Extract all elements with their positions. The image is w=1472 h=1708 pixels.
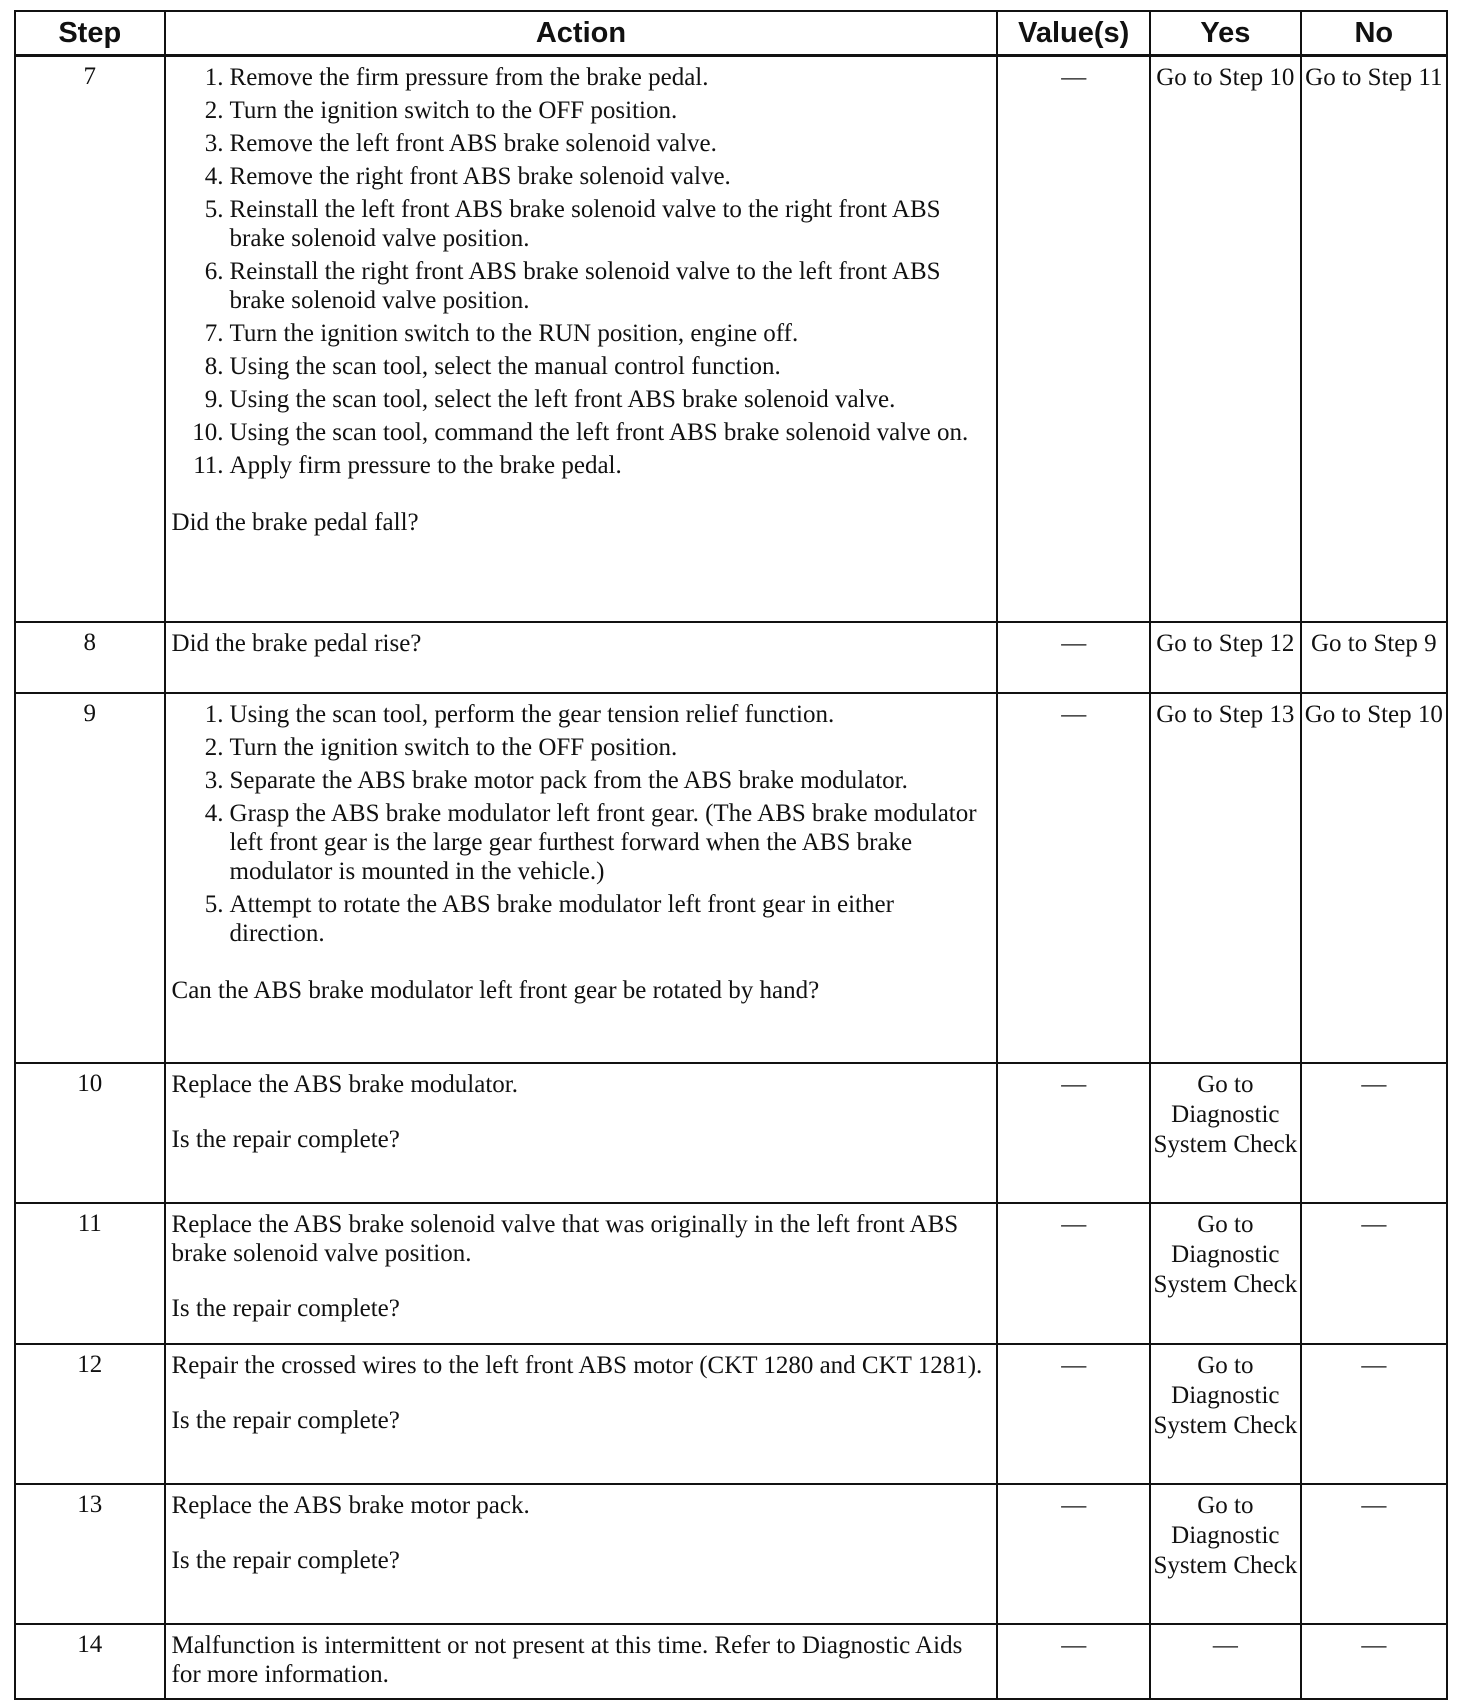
yes-cell: — [1150,1624,1301,1699]
step-text: Using the scan tool, perform the gear tension relief function. [229,701,835,729]
action-question: Is the repair complete? [171,1546,400,1574]
step-text: Using the scan tool, select the left front ABS brake solenoid valve. [229,386,896,413]
step-number: 12 [15,1344,165,1484]
step-text: Using the scan tool, command the left front ABS brake solenoid valve on. [229,419,969,446]
table-row-step-11 [15,1203,1447,1343]
step-index: 2. [204,734,224,762]
yes-cell: Go to Diagnostic System Check [1150,1484,1301,1624]
action-text: Replace the ABS brake modulator. [171,1071,518,1099]
value-cell: — [997,1344,1150,1484]
table-row-step-14 [15,1624,1447,1699]
yes-cell: Go to Diagnostic System Check [1150,1344,1301,1484]
step-index: 5. [204,196,224,223]
step-number: 10 [15,1063,165,1203]
diagnostic-table [14,10,1448,1700]
action-step [172,385,989,414]
action-cell [165,693,998,1063]
no-cell: — [1301,1203,1447,1343]
step-number: 14 [15,1624,165,1699]
header-row [15,11,1447,56]
action-step [172,890,989,948]
step-index: 9. [204,386,224,413]
step-index: 4. [204,800,224,828]
action-step [172,418,989,447]
step-text: Attempt to rotate the ABS brake modulator left front gear in either direction. [229,891,894,948]
step-number: 11 [15,1203,165,1343]
action-step [172,451,989,480]
action-step [172,352,989,381]
action-step [172,257,989,315]
value-cell: — [997,56,1150,623]
action-text: Repair the crossed wires to the left front ABS motor (CKT 1280 and CKT 1281). [171,1351,983,1379]
value-cell: — [997,1203,1150,1343]
action-question: Did the brake pedal rise? [171,630,422,658]
step-number: 13 [15,1484,165,1624]
action-step [172,733,989,762]
header-yes: Yes [1150,11,1301,56]
step-text: Remove the firm pressure from the brake pedal. [229,64,709,91]
table-row-step-9 [15,693,1447,1063]
step-index: 5. [204,891,224,919]
action-question: Can the ABS brake modulator left front gear be rotated by hand? [171,977,820,1005]
step-text: Turn the ignition switch to the OFF position. [229,97,678,124]
header-no: No [1301,11,1447,56]
step-index: 11. [193,452,224,479]
no-cell: — [1301,1063,1447,1203]
action-step [172,799,989,886]
table-row-step-7 [15,56,1447,623]
action-question: Did the brake pedal fall? [171,509,419,536]
step-text: Apply firm pressure to the brake pedal. [229,452,622,479]
value-cell: — [997,1063,1150,1203]
header-step: Step [15,11,165,56]
step-text: Turn the ignition switch to the RUN position, engine off. [229,320,799,347]
no-cell: — [1301,1344,1447,1484]
action-question: Is the repair complete? [171,1295,400,1323]
action-question: Is the repair complete? [171,1126,400,1154]
yes-cell: Go to Step 13 [1150,693,1301,1063]
action-step [172,319,989,348]
table-row-step-12 [15,1344,1447,1484]
action-step [172,129,989,158]
yes-cell: Go to Diagnostic System Check [1150,1203,1301,1343]
action-step [172,63,989,92]
action-step [172,96,989,125]
no-cell: — [1301,1484,1447,1624]
action-steps-list [172,63,989,480]
action-step [172,162,989,191]
yes-cell: Go to Step 10 [1150,56,1301,623]
step-text: Turn the ignition switch to the OFF position. [229,734,678,762]
action-text: Replace the ABS brake solenoid valve that was originally in the left front ABS brake solenoid valve position. [171,1211,959,1268]
value-cell: — [997,1484,1150,1624]
yes-cell: Go to Diagnostic System Check [1150,1063,1301,1203]
action-step [172,195,989,253]
action-step [172,766,989,795]
step-text: Separate the ABS brake motor pack from the ABS brake modulator. [229,767,908,795]
step-index: 8. [204,353,224,380]
table-row-step-10 [15,1063,1447,1203]
no-cell: Go to Step 10 [1301,693,1447,1063]
step-index: 3. [204,130,224,157]
step-text: Reinstall the left front ABS brake solenoid valve to the right front ABS brake solenoid valve position. [229,196,941,252]
action-cell [165,56,998,623]
header-values: Value(s) [997,11,1150,56]
step-text: Remove the right front ABS brake solenoid valve. [229,163,731,190]
step-index: 6. [204,258,224,285]
step-index: 1. [204,701,224,729]
action-cell [165,622,998,693]
no-cell: — [1301,1624,1447,1699]
no-cell: Go to Step 9 [1301,622,1447,693]
step-text: Grasp the ABS brake modulator left front gear. (The ABS brake modulator left front gear is the large gear furthest forward when the ABS brake modulator is mounted in the vehicle.) [229,800,977,886]
step-number: 8 [15,622,165,693]
table-row-step-8 [15,622,1447,693]
action-cell [165,1484,998,1624]
yes-cell: Go to Step 12 [1150,622,1301,693]
action-cell [165,1063,998,1203]
step-index: 7. [204,320,224,347]
step-text: Remove the left front ABS brake solenoid valve. [229,130,717,157]
action-step [172,700,989,729]
no-cell: Go to Step 11 [1301,56,1447,623]
step-index: 10. [192,419,224,446]
action-text: Replace the ABS brake motor pack. [171,1491,530,1519]
header-action: Action [165,11,998,56]
step-index: 1. [204,64,224,91]
action-text: Malfunction is intermittent or not present at this time. Refer to Diagnostic Aids for more information. [171,1631,963,1688]
step-text: Using the scan tool, select the manual control function. [229,353,781,380]
value-cell: — [997,1624,1150,1699]
action-steps-list [172,700,989,948]
step-number: 9 [15,693,165,1063]
step-index: 2. [204,97,224,124]
action-cell [165,1344,998,1484]
step-number: 7 [15,56,165,623]
action-cell [165,1203,998,1343]
step-text: Reinstall the right front ABS brake solenoid valve to the left front ABS brake solenoid valve position. [229,258,941,314]
value-cell: — [997,622,1150,693]
step-index: 4. [204,163,224,190]
value-cell: — [997,693,1150,1063]
table-row-step-13 [15,1484,1447,1624]
step-index: 3. [204,767,224,795]
action-question: Is the repair complete? [171,1406,400,1434]
action-cell [165,1624,998,1699]
